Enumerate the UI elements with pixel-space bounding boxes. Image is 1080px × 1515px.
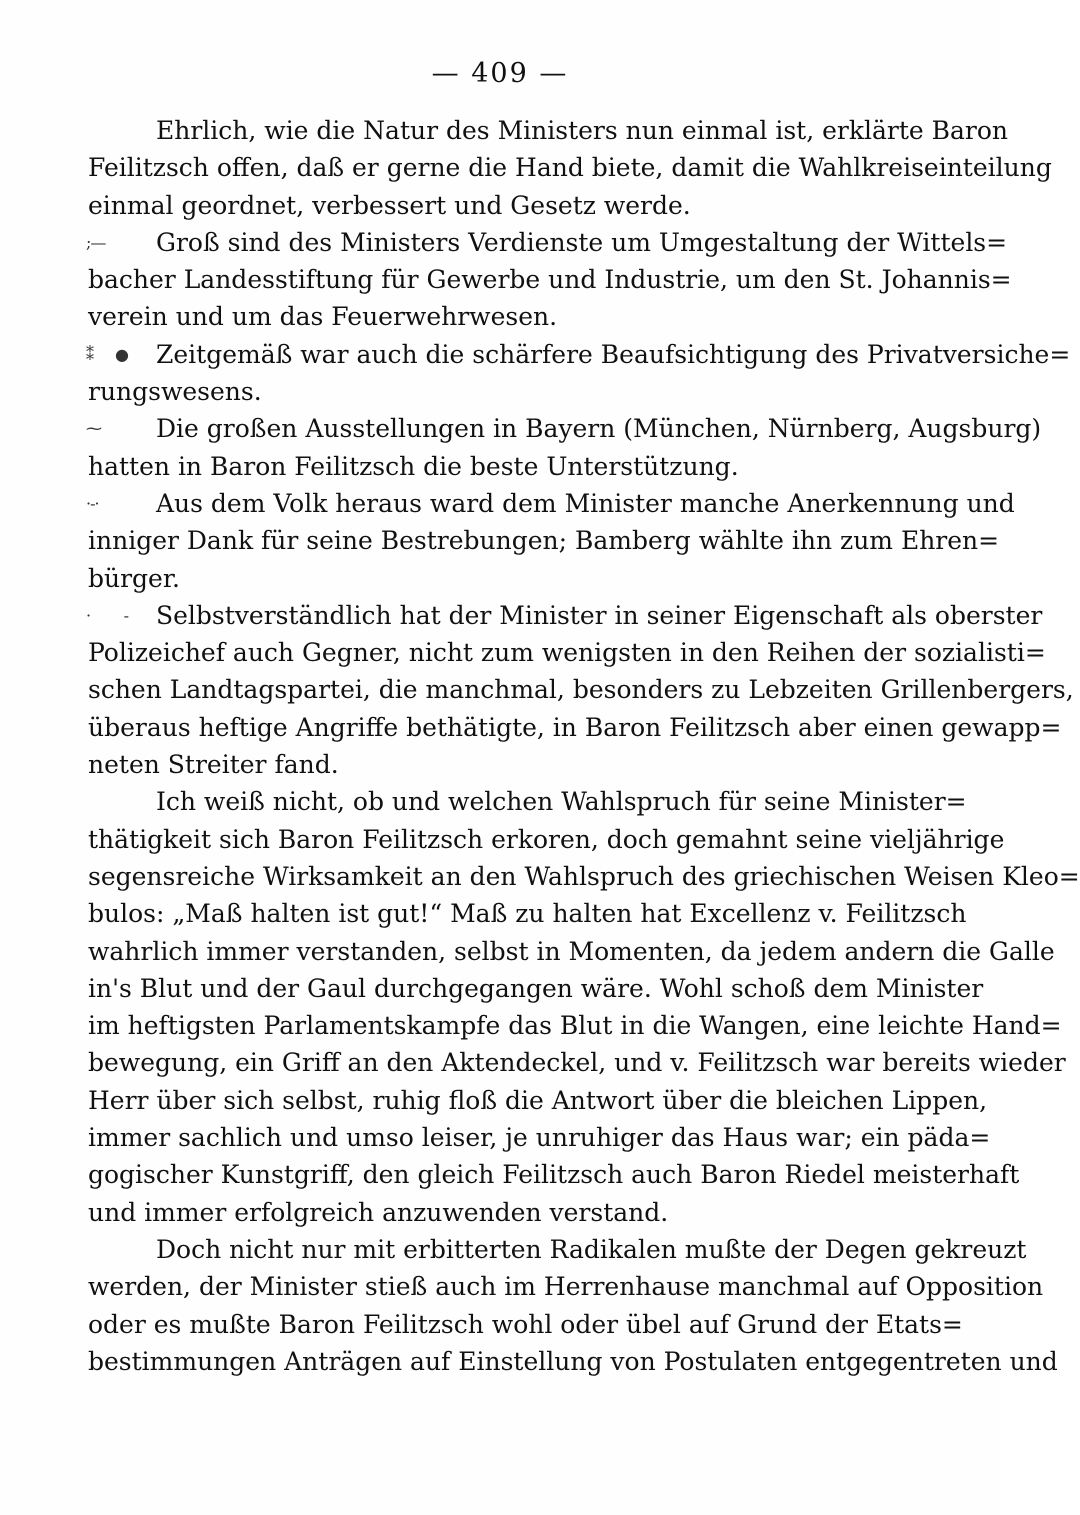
margin-mark-icon: ;— — [86, 232, 106, 252]
body-text — [86, 112, 1080, 1380]
text-line: inniger Dank für seine Bestrebungen; Bamberg wählte ihn zum Ehren= — [88, 526, 1000, 556]
text-line: · - Selbstverständlich hat der Minister in seiner Eigenschaft als oberster — [88, 597, 908, 634]
text-line: bestimmungen Anträgen auf Einstellung von Postulaten entgegentreten und — [88, 1346, 1058, 1376]
text-line: thätigkeit sich Baron Feilitzsch erkoren, doch gemahnt seine vieljährige — [88, 824, 1005, 854]
text-line: Polizeichef auch Gegner, nicht zum wenigsten in den Reihen der sozialisti= — [88, 638, 1046, 668]
text-line: wahrlich immer verstanden, selbst in Momenten, da jedem andern die Galle — [88, 936, 1055, 966]
text-line: und immer erfolgreich anzuwenden verstand. — [88, 1197, 669, 1227]
text-line: Doch nicht nur mit erbitterten Radikalen mußte der Degen gekreuzt — [156, 1234, 1027, 1264]
text-line: oder es mußte Baron Feilitzsch wohl oder übel auf Grund der Etats= — [88, 1309, 963, 1339]
text-line: rungswesens. — [88, 377, 262, 407]
text-line: neten Streiter fand. — [88, 750, 339, 780]
text-line: ;— Groß sind des Ministers Verdienste um Umgestaltung der Wittels= — [88, 224, 908, 261]
text-line: im heftigsten Parlamentskampfe das Blut in die Wangen, eine leichte Hand= — [88, 1011, 1062, 1041]
text-line: ⁑● Zeitgemäß war auch die schärfere Beaufsichtigung des Privatversiche= — [88, 336, 908, 373]
text-line: ·-· Aus dem Volk heraus ward dem Minister manche Anerkennung und — [88, 485, 908, 522]
margin-mark-icon: ⁓ — [86, 419, 101, 439]
page-number: — 409 — — [431, 58, 569, 89]
text-line: in's Blut und der Gaul durchgegangen wäre. Wohl schoß dem Minister — [88, 973, 984, 1003]
text-line: bacher Landesstiftung für Gewerbe und Industrie, um den St. Johannis= — [88, 265, 1012, 295]
text-line: überaus heftige Angriffe bethätigte, in Baron Feilitzsch aber einen gewapp= — [88, 712, 1062, 742]
margin-mark-icon: · - — [86, 605, 128, 625]
text-line: Feilitzsch offen, daß er gerne die Hand biete, damit die Wahlkreiseinteilung — [88, 153, 1052, 183]
text-line: ⁓ Die großen Ausstellungen in Bayern (München, Nürnberg, Augsburg) — [88, 410, 908, 447]
text-line: verein und um das Feuerwehrwesen. — [88, 302, 558, 332]
text-line: segensreiche Wirksamkeit an den Wahlspruch des griechischen Weisen Kleo= — [88, 861, 1080, 891]
text-line: einmal geordnet, verbessert und Gesetz werde. — [88, 190, 691, 220]
text-line: gogischer Kunstgriff, den gleich Feilitzsch auch Baron Riedel meisterhaft — [88, 1160, 1020, 1190]
text-line: bulos: „Maß halten ist gut!“ Maß zu halten hat Excellenz v. Feilitzsch — [88, 899, 967, 929]
text-line: Ich weiß nicht, ob und welchen Wahlspruch für seine Minister= — [156, 787, 967, 817]
margin-mark-icon: ·-· — [86, 493, 99, 513]
text-line: bürger. — [88, 563, 181, 593]
text-line: bewegung, ein Griff an den Aktendeckel, und v. Feilitzsch war bereits wieder — [88, 1048, 1066, 1078]
text-line: werden, der Minister stieß auch im Herrenhause manchmal auf Opposition — [88, 1272, 1044, 1302]
text-line: immer sachlich und umso leiser, je unruhiger das Haus war; ein päda= — [88, 1123, 991, 1153]
text-line: Herr über sich selbst, ruhig floß die Antwort über die bleichen Lippen, — [88, 1085, 988, 1115]
text-line: schen Landtagspartei, die manchmal, besonders zu Lebzeiten Grillenbergers, — [88, 675, 1074, 705]
text-line: Ehrlich, wie die Natur des Ministers nun einmal ist, erklärte Baron — [156, 116, 1009, 145]
text-line: hatten in Baron Feilitzsch die beste Unterstützung. — [88, 451, 739, 481]
margin-mark-icon: ⁑● — [86, 344, 128, 364]
